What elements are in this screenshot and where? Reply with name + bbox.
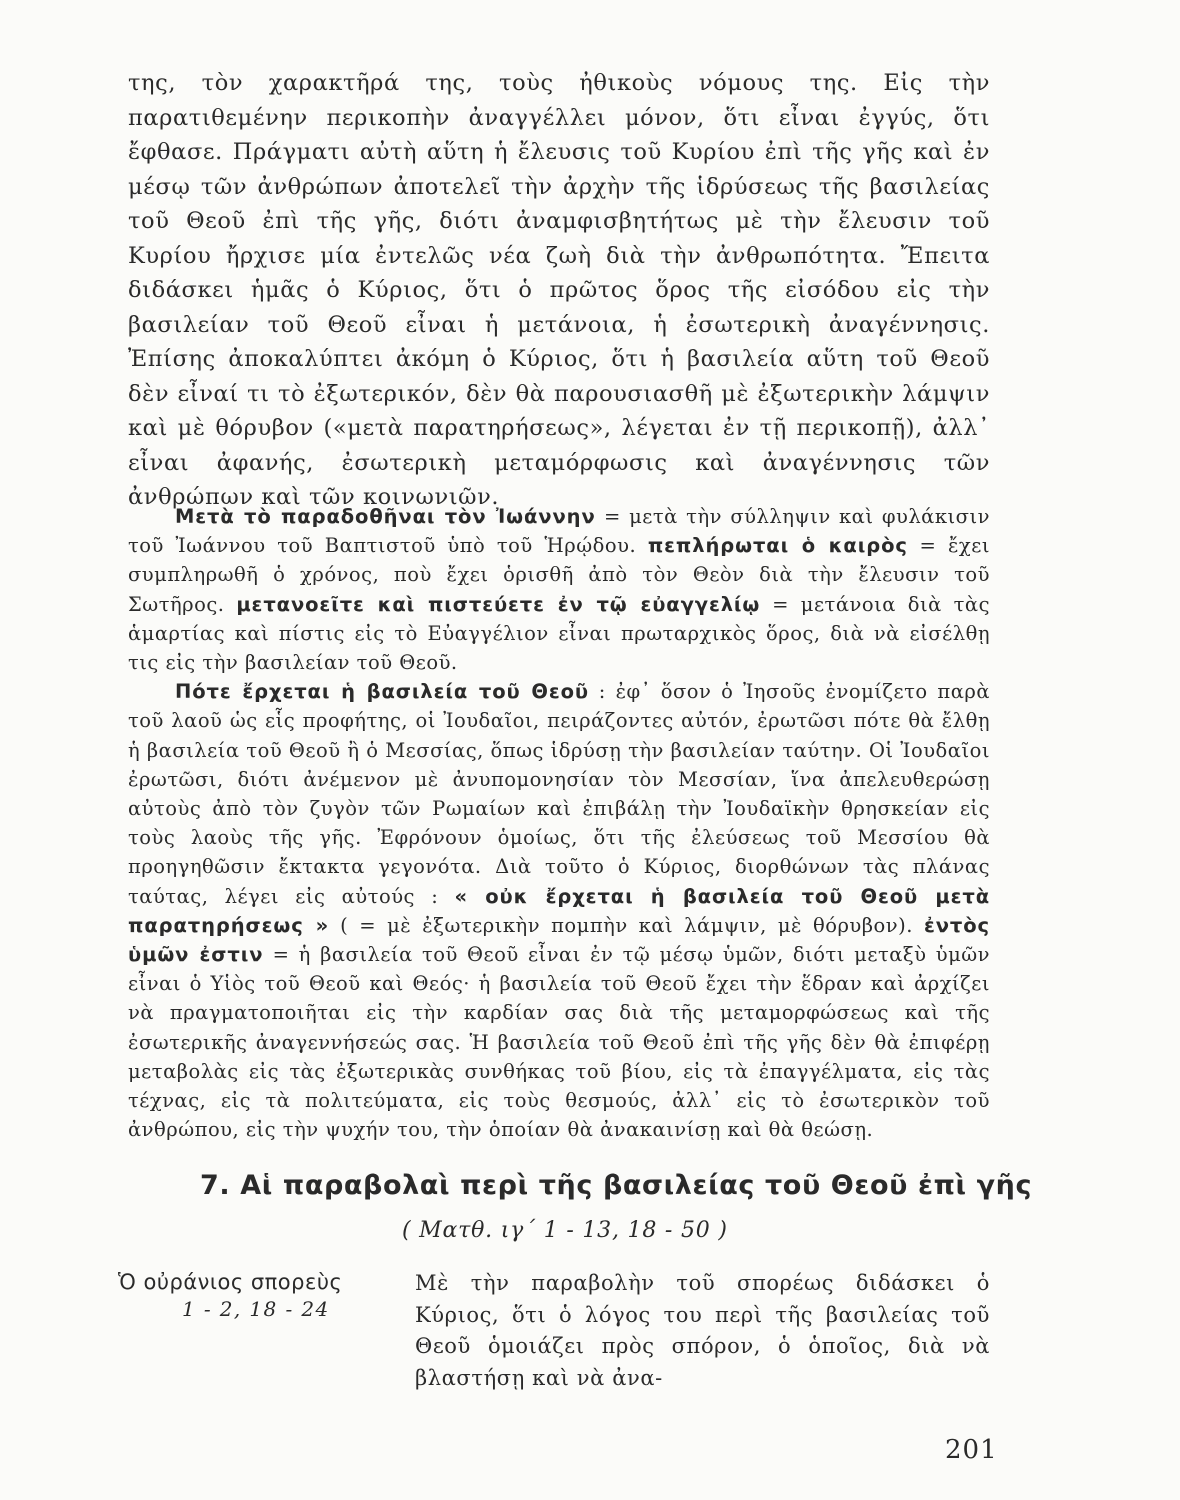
note2-term-3: ἐντὸς ὑμῶν ἐστιν [128,913,990,967]
parable-text-block [415,1268,990,1394]
page-number: 201 [945,1435,998,1465]
section-scripture-reference: ( Ματθ. ιγ´ 1 - 13, 18 - 50 ) [402,1218,728,1243]
note2-term-1: Πότε ἔρχεται ἡ βασιλεία τοῦ Θεοῦ [175,680,589,704]
note1-gloss-1: = μετὰ τὴν σύλληψιν καὶ φυλάκισιν τοῦ Ἰωάννου τοῦ Βαπτιστοῦ ὑπὸ τοῦ Ἡρῴδου. [128,505,990,558]
note2-gloss-3: = ἡ βασιλεία τοῦ Θεοῦ εἶναι ἐν τῷ μέσῳ ὑμῶν, διότι μεταξὺ ὑμῶν εἶναι ὁ Υἱὸς τοῦ Θεοῦ καὶ Θεός· ἡ βασιλεία τοῦ Θεοῦ ἔχει τὴν ἕδραν καὶ ἀρχίζει νὰ πραγματοποιῆται εἰς τὴν καρδίαν σας διὰ τῆς μεταμορφώσεως καὶ τῆς ἐσωτερικῆς ἀναγεννήσεώς σας. Ἡ βασιλεία τοῦ Θεοῦ ἐπὶ τῆς γῆς δὲν θὰ ἐπιφέρῃ μεταβολὰς εἰς τὰς ἐξωτερικὰς συνθήκας τοῦ βίου, εἰς τὰ ἐπαγγέλματα, εἰς τὰς τέχνας, εἰς τὰ πολιτεύματα, εἰς τοὺς θεσμούς, ἀλλ᾿ εἰς τὸ ἐσωτερικὸν τοῦ ἀνθρώπου, εἰς τὴν ψυχήν του, τὴν ὁποίαν θὰ ἀνακαινίσῃ καὶ θὰ θεώσῃ. [128,943,990,1142]
margin-note-title: Ὁ οὐράνιος σπορεὺς [118,1270,343,1294]
margin-note [118,1270,388,1321]
note1-term-3: μετανοεῖτε καὶ πιστεύετε ἐν τῷ εὐαγγελίῳ [236,592,761,616]
note1-term-2: πεπλήρωται ὁ καιρὸς [647,534,908,558]
note2-gloss-1: : ἐφ᾿ ὅσον ὁ Ἰησοῦς ἐνομίζετο παρὰ τοῦ λαοῦ ὡς εἷς προφήτης, οἱ Ἰουδαῖοι, πειράζοντες αὐτόν, ἐρωτῶσι πότε θὰ ἔλθῃ ἡ βασιλεία τοῦ Θεοῦ ἢ ὁ Μεσσίας, ὅπως ἱδρύσῃ τὴν βασιλείαν ταύτην. Οἱ Ἰουδαῖοι ἐρωτῶσι, διότι ἀνέμενον μὲ ἀνυπομονησίαν τὸν Μεσσίαν, ἵνα ἀπελευθερώσῃ αὐτοὺς ἀπὸ τὸν ζυγὸν τῶν Ρωμαίων καὶ ἐπιβάλῃ τὴν Ἰουδαϊκὴν θρησκείαν εἰς τοὺς λαοὺς τῆς γῆς. Ἐφρόνουν ὁμοίως, ὅτι τῆς ἐλεύσεως τοῦ Μεσσίου θὰ προηγηθῶσιν ἔκτακτα γεγονότα. Διὰ τοῦτο ὁ Κύριος, διορθώνων τὰς πλάνας ταύτας, λέγει εἰς αὐτούς : [128,680,990,908]
note1-gloss-2: = ἔχει συμπληρωθῆ ὁ χρόνος, ποὺ ἔχει ὁρισθῆ ἀπὸ τὸν Θεὸν διὰ τὴν ἔλευσιν τοῦ Σωτῆρος. [128,534,990,616]
commentary-note-2 [128,677,990,1144]
note2-term-2: « οὐκ ἔρχεται ἡ βασιλεία τοῦ Θεοῦ μετὰ παρατηρήσεως » [128,884,990,937]
note2-gloss-2: ( = μὲ ἐξωτερικὴν πομπὴν καὶ λάμψιν, μὲ θόρυβον). [329,913,924,937]
section-heading: 7. Αἱ παραβολαὶ περὶ τῆς βασιλείας τοῦ Θεοῦ ἐπὶ γῆς [200,1170,1033,1201]
note1-gloss-3: = μετάνοια διὰ τὰς ἁμαρτίας καὶ πίστις εἰς τὸ Εὐαγγέλιον εἶναι πρωταρχικὸς ὅρος, διὰ νὰ εἰσέλθῃ τις εἰς τὴν βασιλείαν τοῦ Θεοῦ. [128,592,990,675]
main-paragraph: της, τὸν χαρακτῆρά της, τοὺς ἠθικοὺς νόμους της. Εἰς τὴν παρατιθεμένην περικοπὴν ἀναγγέλλει μόνον, ὅτι εἶναι ἐγγύς, ὅτι ἔφθασε. Πράγματι αὐτὴ αὕτη ἡ ἔλευσις τοῦ Κυρίου ἐπὶ τῆς γῆς καὶ ἐν μέσῳ τῶν ἀνθρώπων ἀποτελεῖ τὴν ἀρχὴν τῆς ἱδρύσεως τῆς βασιλείας τοῦ Θεοῦ ἐπὶ τῆς γῆς, διότι ἀναμφισβητήτως μὲ τὴν ἔλευσιν τοῦ Κυρίου ἤρχισε μία ἐντελῶς νέα ζωὴ διὰ τὴν ἀνθρωπότητα. Ἔπειτα διδάσκει ἡμᾶς ὁ Κύριος, ὅτι ὁ πρῶτος ὅρος τῆς εἰσόδου εἰς τὴν βασιλείαν τοῦ Θεοῦ εἶναι ἡ μετάνοια, ἡ ἐσωτερικὴ ἀναγέννησις. Ἐπίσης ἀποκαλύπτει ἀκόμη ὁ Κύριος, ὅτι ἡ βασιλεία αὕτη τοῦ Θεοῦ δὲν εἶναί τι τὸ ἐξωτερικόν, δὲν θὰ παρουσιασθῆ μὲ ἐξωτερικὴν λάμψιν καὶ μὲ θόρυβον («μετὰ παρατηρήσεως», λέγεται ἐν τῇ περικοπῇ), ἀλλ᾿ εἶναι ἀφανής, ἐσωτερικὴ μεταμόρφωσις καὶ ἀναγέννησις τῶν ἀνθρώπων καὶ τῶν κοινωνιῶν. [128,70,990,510]
parable-paragraph: Μὲ τὴν παραβολὴν τοῦ σπορέως διδάσκει ὁ Κύριος, ὅτι ὁ λόγος του περὶ τῆς βασιλείας τοῦ Θεοῦ ὁμοιάζει πρὸς σπόρον, ὁ ὁποῖος, διὰ νὰ βλαστήσῃ καὶ νὰ ἀνα- [415,1271,990,1390]
margin-note-verses: 1 - 2, 18 - 24 [182,1297,330,1321]
commentary-note-1 [128,502,990,677]
note1-term-1: Μετὰ τὸ παραδοθῆναι τὸν Ἰωάννην [175,505,596,528]
commentary-block [128,502,990,1144]
main-text-block [128,66,990,515]
